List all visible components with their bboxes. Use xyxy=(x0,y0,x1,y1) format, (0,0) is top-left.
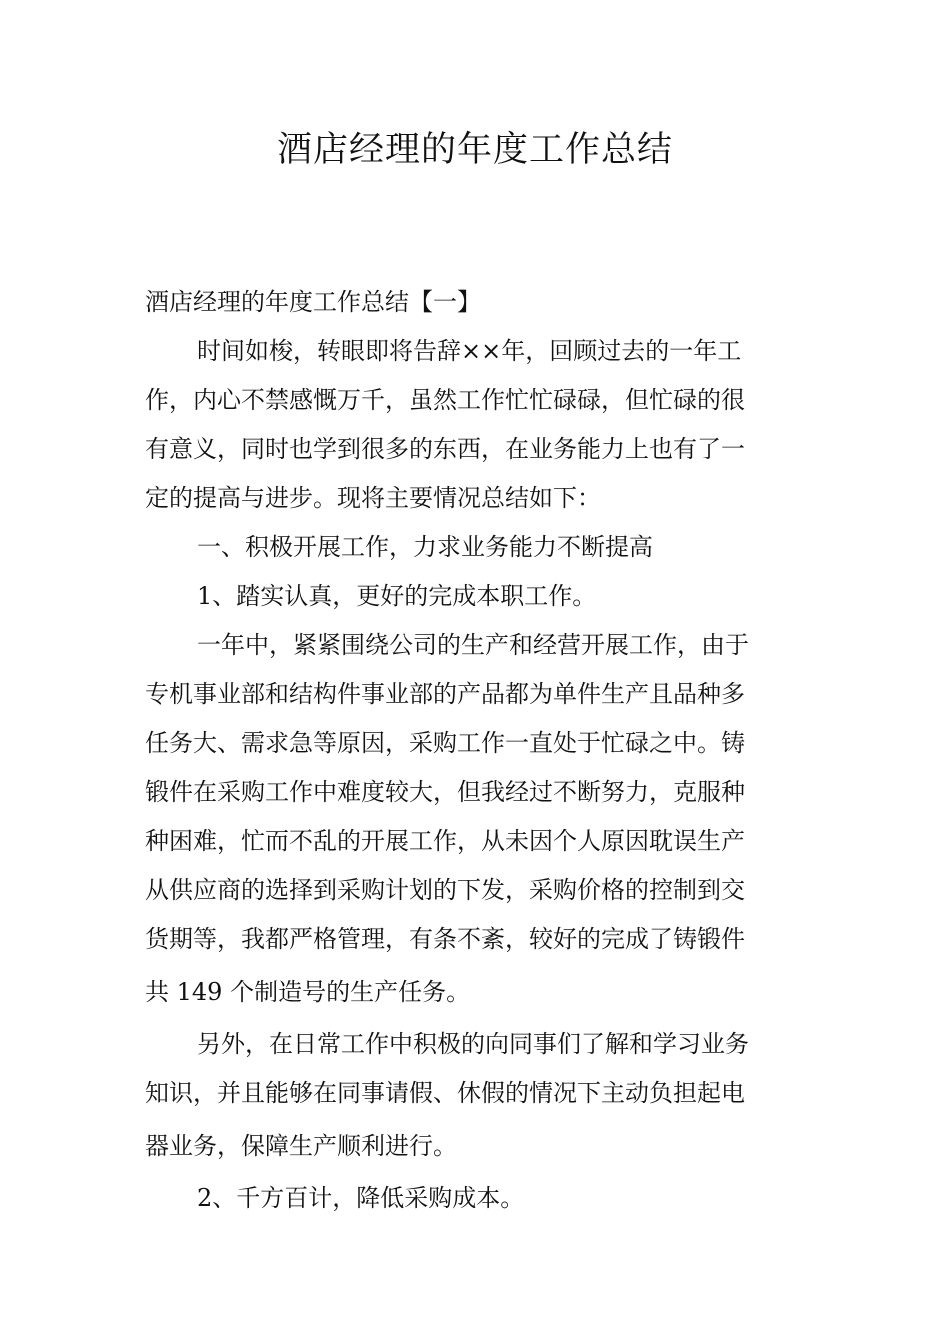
paragraph-line: 作，内心不禁感慨万千，虽然工作忙忙碌碌，但忙碌的很 xyxy=(145,386,745,414)
paragraph-line: 定的提高与进步。现将主要情况总结如下： xyxy=(145,484,601,512)
paragraph-line: 任务大、需求急等原因，采购工作一直处于忙碌之中。铸 xyxy=(145,729,745,757)
paragraph-line: 锻件在采购工作中难度较大，但我经过不断努力，克服种 xyxy=(145,778,745,806)
paragraph-line: 另外，在日常工作中积极的向同事们了解和学习业务 xyxy=(197,1030,749,1058)
paragraph-line: 从供应商的选择到采购计划的下发，采购价格的控制到交 xyxy=(145,876,745,904)
paragraph-line: 一年中，紧紧围绕公司的生产和经营开展工作，由于 xyxy=(197,631,749,659)
document-body xyxy=(145,278,807,1223)
document-title: 酒店经理的年度工作总结 xyxy=(276,130,673,170)
subheading: 1、踏实认真，更好的完成本职工作。 xyxy=(197,582,597,610)
paragraph-line: 货期等，我都严格管理，有条不紊，较好的完成了铸锻件 xyxy=(145,925,745,953)
paragraph-line: 共 149 个制造号的生产任务。 xyxy=(145,978,471,1006)
paragraph-line: 专机事业部和结构件事业部的产品都为单件生产且品种多 xyxy=(145,680,745,708)
paragraph-line: 器业务，保障生产顺利进行。 xyxy=(145,1132,457,1160)
paragraph-line: 有意义，同时也学到很多的东西，在业务能力上也有了一 xyxy=(145,435,745,463)
subheading: 2、千方百计，降低采购成本。 xyxy=(197,1184,525,1212)
subheading: 一、积极开展工作，力求业务能力不断提高 xyxy=(197,533,653,561)
section-heading: 酒店经理的年度工作总结【一】 xyxy=(145,288,481,316)
paragraph-line: 时间如梭，转眼即将告辞××年，回顾过去的一年工 xyxy=(197,337,742,365)
paragraph-line: 种困难，忙而不乱的开展工作，从未因个人原因耽误生产 xyxy=(145,827,745,855)
paragraph-line: 知识，并且能够在同事请假、休假的情况下主动负担起电 xyxy=(145,1079,745,1107)
